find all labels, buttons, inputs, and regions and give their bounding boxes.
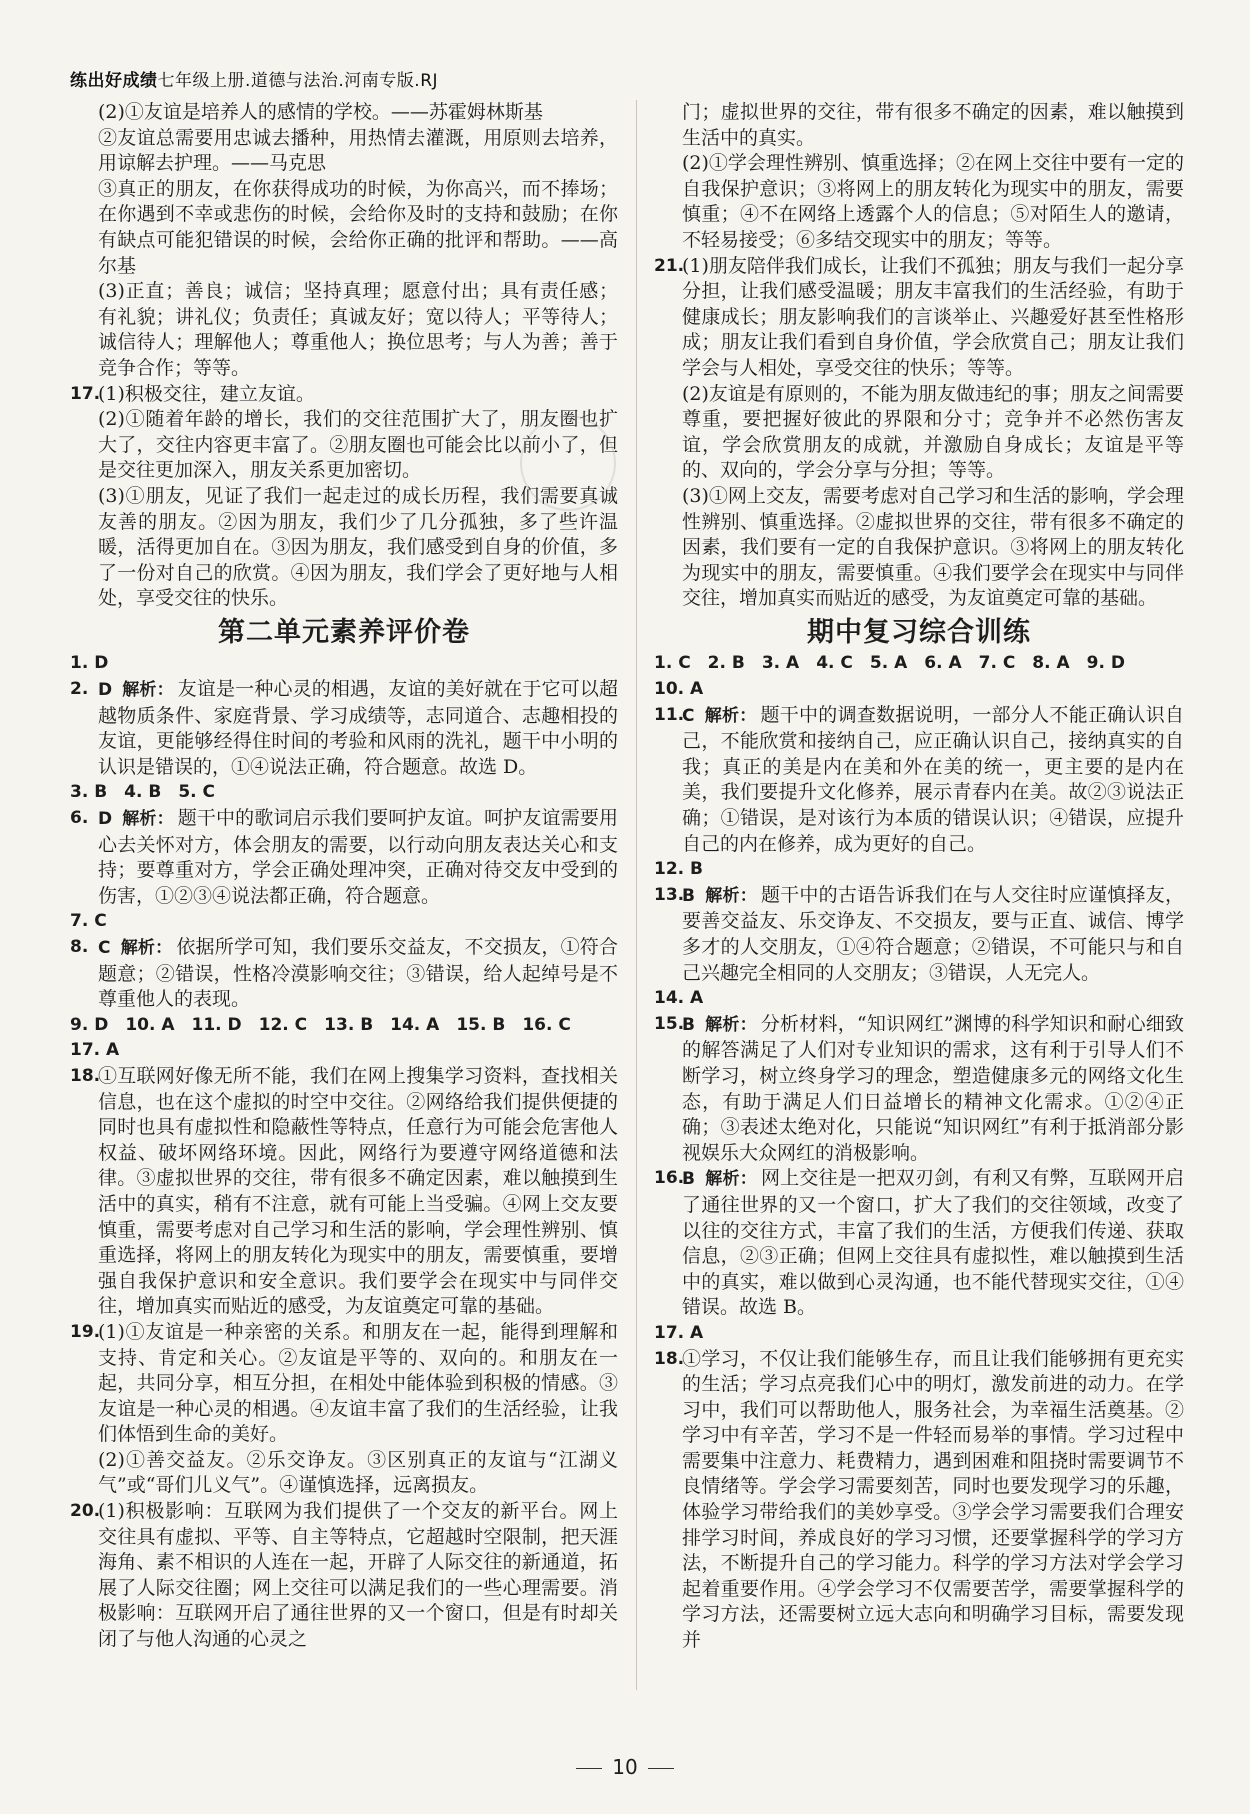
answer-2 [70,677,618,780]
q20-number: 20. [70,1501,101,1522]
q20-text: (1)积极影响：互联网为我们提供了一个交友的新平台。网上交往具有虚拟、平等、自主等特点，它超越时空限制，把天涯海角、素不相识的人连在一起，开辟了人际交往的新通道，拓展了人际交往圈；网上交往可以满足我们的一些心理需要。消极影响：互联网开启了通往世界的又一个窗口，但是有时却关闭了与他人沟通的心灵之 [98,1500,618,1651]
answer-10: 10. A [654,679,704,700]
q21-part3: (3)①网上交友，需要考虑对自己学习和生活的影响，学会理性辨别、慎重选择。②虚拟世界的交往，带有很多不确定的因素，我们要有一定的自我保护意识。③将网上的朋友转化为现实中的朋友，需要慎重。④我们要学会在现实中与同伴交往，增加真实而贴近的感受，为友谊奠定可靠的基础。 [682,484,1184,610]
column-divider [636,100,637,1690]
watermark-stamp [520,415,616,511]
q18-text: ①互联网好像无所不能，我们在网上搜集学习资料，查找相关信息，也在这个虚拟的时空中交往。②网络给我们提供便捷的同时也具有虚拟性和隐蔽性等特点，任意行为可能会危害他人权益、破坏网络环境。因此，网络行为要遵守网络道德和法律。③虚拟世界的交往，带有很多不确定因素，难以触摸到生活中的真实，稍有不注意，就有可能上当受骗。④网上交友要慎重，需要考虑对自己学习和生活的影响，学会理性辨别、慎重选择，将网上的朋友转化为现实中的朋友，需要慎重，要增强自我保护意识和安全意识。我们要学会在现实中与同伴交往，增加真实而贴近的感受，为友谊奠定可靠的基础。 [98,1064,618,1318]
answer-13 [654,883,1184,986]
answer-2-choice: D [98,680,113,701]
answer-8-analysis: 依据所学可知，我们要乐交益友，不交损友，①符合题意；②错误，性格冷漠影响交往；③错误，给人起绰号是不尊重他人的表现。 [98,936,618,1011]
answers-9-16: 9. D 10. A 11. D 12. C 13. B 14. A 15. B 16. C [70,1014,571,1035]
q16-part3: (3)正直；善良；诚信；坚持真理；愿意付出；具有责任感；有礼貌；讲礼仪；负责任；真诚友好；宽以待人；平等待人；诚信待人；理解他人；尊重他人；换位思考；与人为善；善于竞争合作；等等。 [98,280,618,379]
answer-17-midterm: 17. A [654,1322,704,1343]
page-number-dash-right [648,1768,674,1769]
answer-8 [70,935,618,1013]
q19-part1: (1)①友谊是一种亲密的关系。和朋友在一起，能得到理解和支持、肯定和关心。②友谊是平等的、双向的。和朋友在一起，共同分享，相互分担，在相处中能体验到积极的情感。③友谊是一种心灵的相遇。④友谊丰富了我们的生活经验，让我们体悟到生命的美好。 [98,1320,618,1446]
answer-16-choice: B [682,1169,695,1190]
q16-part2-line2: ②友谊总需要用忠诚去播种，用热情去灌溉，用原则去培养，用谅解去护理。——马克思 [98,126,618,175]
q18-number: 18. [70,1065,101,1086]
answer-13-choice: B [682,885,695,906]
answer-6-analysis: 题干中的歌词启示我们要呵护友谊。呵护友谊需要用心去关怀对方，体会朋友的需要，以行动向朋友表达关心和支持；要尊重对方，学会正确处理冲突，正确对待交友中受到的伤害，①②③④说法都正确，符合题意。 [98,807,618,907]
q18-midterm-text: ①学习，不仅让我们能够生存，而且让我们能够拥有更充实的生活；学习点亮我们心中的明灯，激发前进的动力。在学习中，我们可以帮助他人，服务社会，为幸福生活奠基。②学习中有辛苦，学习不是一件轻而易举的事情。学习过程中需要集中注意力、耗费精力，遇到困难和阻挠时需要调节不良情绪等。学会学习需要刻苦，同时也要发现学习的乐趣，体验学习带给我们的美妙享受。③学会学习需要我们合理安排学习时间，养成良好的学习习惯，还要掌握科学的学习方法，不断提升自己的学习能力。科学的学习方法对学会学习起着重要作用。④学会学习不仅需要苦学，需要掌握科学的学习方法，还需要树立远大志向和明确学习目标，需要发现并 [682,1347,1184,1652]
answer-6-analysis-label: 解析： [122,809,174,830]
page-header [70,66,1180,91]
q19-answer [70,1320,618,1499]
answer-2-analysis-label: 解析： [122,680,174,701]
answer-15-analysis: 分析材料，“知识网红”渊博的科学知识和耐心细致的解答满足了人们对专业知识的需求，这有利于引导人们不断学习，树立终身学习的理念，塑造健康多元的网络文化生态，有助于满足人们日益增长的精神文化需求。①②④正确；③表述太绝对化，只能说“知识网红”有利于抵消部分影视娱乐大众网红的消极影响。 [682,1012,1185,1164]
answer-16 [654,1166,1184,1321]
q18-answer [70,1064,618,1320]
answer-11-choice: C [682,705,695,726]
answer-12: 12. B [654,859,703,880]
q21-part2: (2)友谊是有原则的，不能为朋友做违纪的事；朋友之间需要尊重，要把握好彼此的界限和分寸；竞争并不必然伤害友谊，学会欣赏朋友的成就，并激励自身成长；友谊是平等的、双向的，学会分享与分担；等等。 [682,382,1184,482]
answer-13-number: 13. [654,884,685,905]
page-number-dash-left [576,1768,602,1769]
q19-part2: (2)①善交益友。②乐交诤友。③区别真正的友谊与“江湖义气”或“哥们儿义气”。④谨慎选择，远离损友。 [98,1448,618,1497]
answer-8-analysis-label: 解析： [120,938,173,958]
q18-midterm-answer [654,1347,1184,1654]
q21-answer [654,254,1184,612]
answer-13-analysis-label: 解析： [704,885,757,906]
q17-part2: (2)①随着年龄的增长，我们的交往范围扩大了，朋友圈也扩大了，交往内容更丰富了。②朋友圈也可能会比以前小了，但是交往更加深入，朋友关系更加密切。 [98,408,618,482]
answer-16-analysis-label: 解析： [704,1169,757,1190]
answers-1-9: 1. C 2. B 3. A 4. C 5. A 6. A 7. C 8. A 9. D [654,653,1125,674]
answer-11-analysis: 题干中的调查数据说明，一部分人不能正确认识自己，不能欣赏和接纳自己，应正确认识自己，接纳真实的自我；真正的美是内在美和外在美的统一，更主要的是内在美，我们要提升文化修养，展示青春内在美。故②③说法正确；①错误，是对该行为本质的错误认识；④错误，应提升自己的内在修养，成为更好的自己。 [682,703,1184,855]
answer-6-choice: D [98,809,113,830]
q20-answer [70,1499,618,1653]
answer-16-analysis: 网上交往是一把双刃剑，有利又有弊，互联网开启了通往世界的又一个窗口，扩大了我们的交往领域，改变了以往的交往方式，丰富了我们的生活，方便我们传递、获取信息，②③正确；但网上交往具有虚拟性，难以触摸到生活中的真实，难以做到心灵沟通，也不能代替现实交往，①④错误。故选 B。 [682,1167,1184,1319]
answer-7: 7. C [70,911,107,932]
answer-17: 17. A [70,1040,120,1061]
q19-number: 19. [70,1321,101,1342]
q17-part3: (3)①朋友，见证了我们一起走过的成长历程，我们需要真诚友善的朋友。②因为朋友，我们少了几分孤独，多了些许温暖，活得更加自在。③因为朋友，我们感受到自身的价值，多了一份对自己的欣赏。④因为朋友，我们学会了更好地与人相处，享受交往的快乐。 [98,484,618,610]
answer-1: 1. D [70,653,109,674]
q17-number: 17. [70,383,101,404]
answer-11 [654,703,1184,858]
header-brand: 练出好成绩 [70,71,158,91]
answer-6-number: 6. [70,808,89,829]
answers-3-5: 3. B 4. B 5. C [70,782,216,803]
answer-11-analysis-label: 解析： [704,705,757,726]
q16-part2-line3: ③真正的朋友，在你获得成功的时候，为你高兴，而不捧场；在你遇到不幸或悲伤的时候，会给你及时的支持和鼓励；在你有缺点可能犯错误的时候，会给你正确的批评和帮助。——高尔基 [98,177,618,277]
answer-8-number: 8. [70,937,89,957]
q18-midterm-number: 18. [654,1348,685,1369]
q21-part1: (1)朋友陪伴我们成长，让我们不孤独；朋友与我们一起分享分担，让我们感受温暖；朋友丰富我们的生活经验，有助于健康成长；朋友影响我们的言谈举止、兴趣爱好甚至性格形成；朋友让我们看到自身价值，学会欣赏自己；朋友让我们学会与人相处，享受交往的快乐；等等。 [682,254,1184,379]
answer-15 [654,1012,1184,1167]
answer-2-number: 2. [70,679,89,700]
answer-16-number: 16. [654,1168,685,1189]
answer-6 [70,806,618,909]
page-number-value: 10 [612,1755,638,1779]
answer-2-analysis: 友谊是一种心灵的相遇，友谊的美好就在于它可以超越物质条件、家庭背景、学习成绩等，志同道合、志趣相投的友谊，更能够经得住时间的考验和风雨的洗礼，题干中小明的认识是错误的，①④说法正确，符合题意。故选 D。 [98,678,618,778]
q20-continued: 门；虚拟世界的交往，带有很多不确定的因素，难以触摸到生活中的真实。 [682,101,1184,149]
header-subtitle: 七年级上册.道德与法治.河南专版.RJ [157,71,439,91]
section-title-midterm: 期中复习综合训练 [807,616,1031,648]
q16-part2-line1: (2)①友谊是培养人的感情的学校。——苏霍姆林斯基 [98,101,543,123]
left-column [70,100,618,1653]
answer-15-number: 15. [654,1013,685,1034]
q20-part2: (2)①学会理性辨别、慎重选择；②在网上交往中要有一定的自我保护意识；③将网上的朋友转化为现实中的朋友，需要慎重；④不在网络上透露个人的信息；⑤对陌生人的邀请，不轻易接受；⑥多结交现实中的朋友；等等。 [682,152,1184,251]
answer-15-analysis-label: 解析： [704,1014,757,1035]
section-title-unit2: 第二单元素养评价卷 [218,616,470,648]
q21-number: 21. [654,255,685,276]
answer-13-analysis: 题干中的古语告诉我们在与人交往时应谨慎择友，要善交益友、乐交诤友、不交损友，要与正直、诚信、博学多才的人交朋友，①④符合题意；②错误，不可能只与和自己兴趣完全相同的人交朋友；③错误，人无完人。 [682,883,1184,984]
answer-15-choice: B [682,1014,695,1035]
answer-8-choice: C [98,938,111,958]
answer-11-number: 11. [654,704,685,725]
q17-part1: (1)积极交往，建立友谊。 [98,382,315,405]
right-column [654,100,1184,1654]
page-number [0,1755,1250,1779]
answer-14: 14. A [654,988,704,1009]
